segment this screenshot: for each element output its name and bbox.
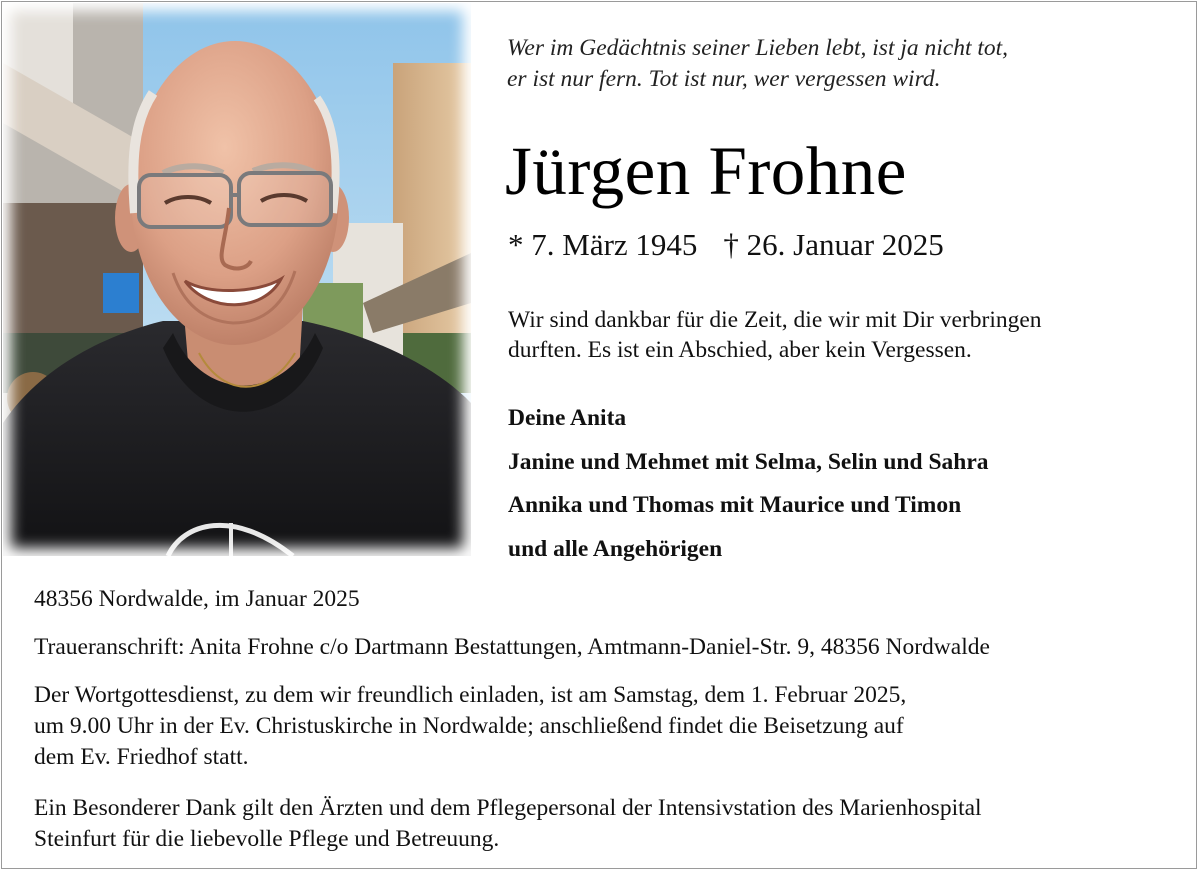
service-line-2: um 9.00 Uhr in der Ev. Christuskirche in Nordwalde; anschließend findet die Beisetzung auf (34, 713, 904, 739)
death-date: † 26. Januar 2025 (723, 227, 944, 262)
thanks-line-2: durften. Es ist ein Abschied, aber kein Vergessen. (508, 337, 972, 363)
place-date: 48356 Nordwalde, im Januar 2025 (34, 586, 360, 612)
thanks-text (508, 305, 1168, 365)
mourning-address: Traueranschrift: Anita Frohne c/o Dartmann Bestattungen, Amtmann-Daniel-Str. 9, 48356 Nordwalde (34, 634, 990, 660)
quote-line-1: Wer im Gedächtnis seiner Lieben lebt, ist ja nicht tot, (507, 35, 1009, 61)
special-thanks (34, 793, 1184, 855)
mourner-entry: und alle Angehörigen (508, 535, 723, 562)
service-line-3: dem Ev. Friedhof statt. (34, 744, 249, 770)
life-dates (508, 225, 944, 265)
special-thanks-line-1: Ein Besonderer Dank gilt den Ärzten und dem Pflegepersonal der Intensivstation des Marienhospital (34, 795, 982, 821)
mourner-entry: Janine und Mehmet mit Selma, Selin und Sahra (508, 448, 989, 475)
quote-line-2: er ist nur fern. Tot ist nur, wer vergessen wird. (507, 66, 941, 92)
mourner-entry: Annika und Thomas mit Maurice und Timon (508, 492, 962, 518)
special-thanks-line-2: Steinfurt für die liebevolle Pflege und Betreuung. (34, 826, 500, 852)
service-info (34, 680, 1184, 773)
deceased-name: Jürgen Frohne (505, 133, 907, 209)
mourners-list (508, 397, 1188, 571)
memorial-quote (507, 33, 1167, 95)
birth-date: * 7. März 1945 (508, 227, 698, 262)
mourner-entry: Deine Anita (508, 405, 627, 431)
thanks-line-1: Wir sind dankbar für die Zeit, die wir mit Dir verbringen (508, 307, 1042, 333)
service-line-1: Der Wortgottesdienst, zu dem wir freundlich einladen, ist am Samstag, dem 1. Februar 2025, (34, 682, 907, 708)
portrait-photo (3, 3, 471, 556)
